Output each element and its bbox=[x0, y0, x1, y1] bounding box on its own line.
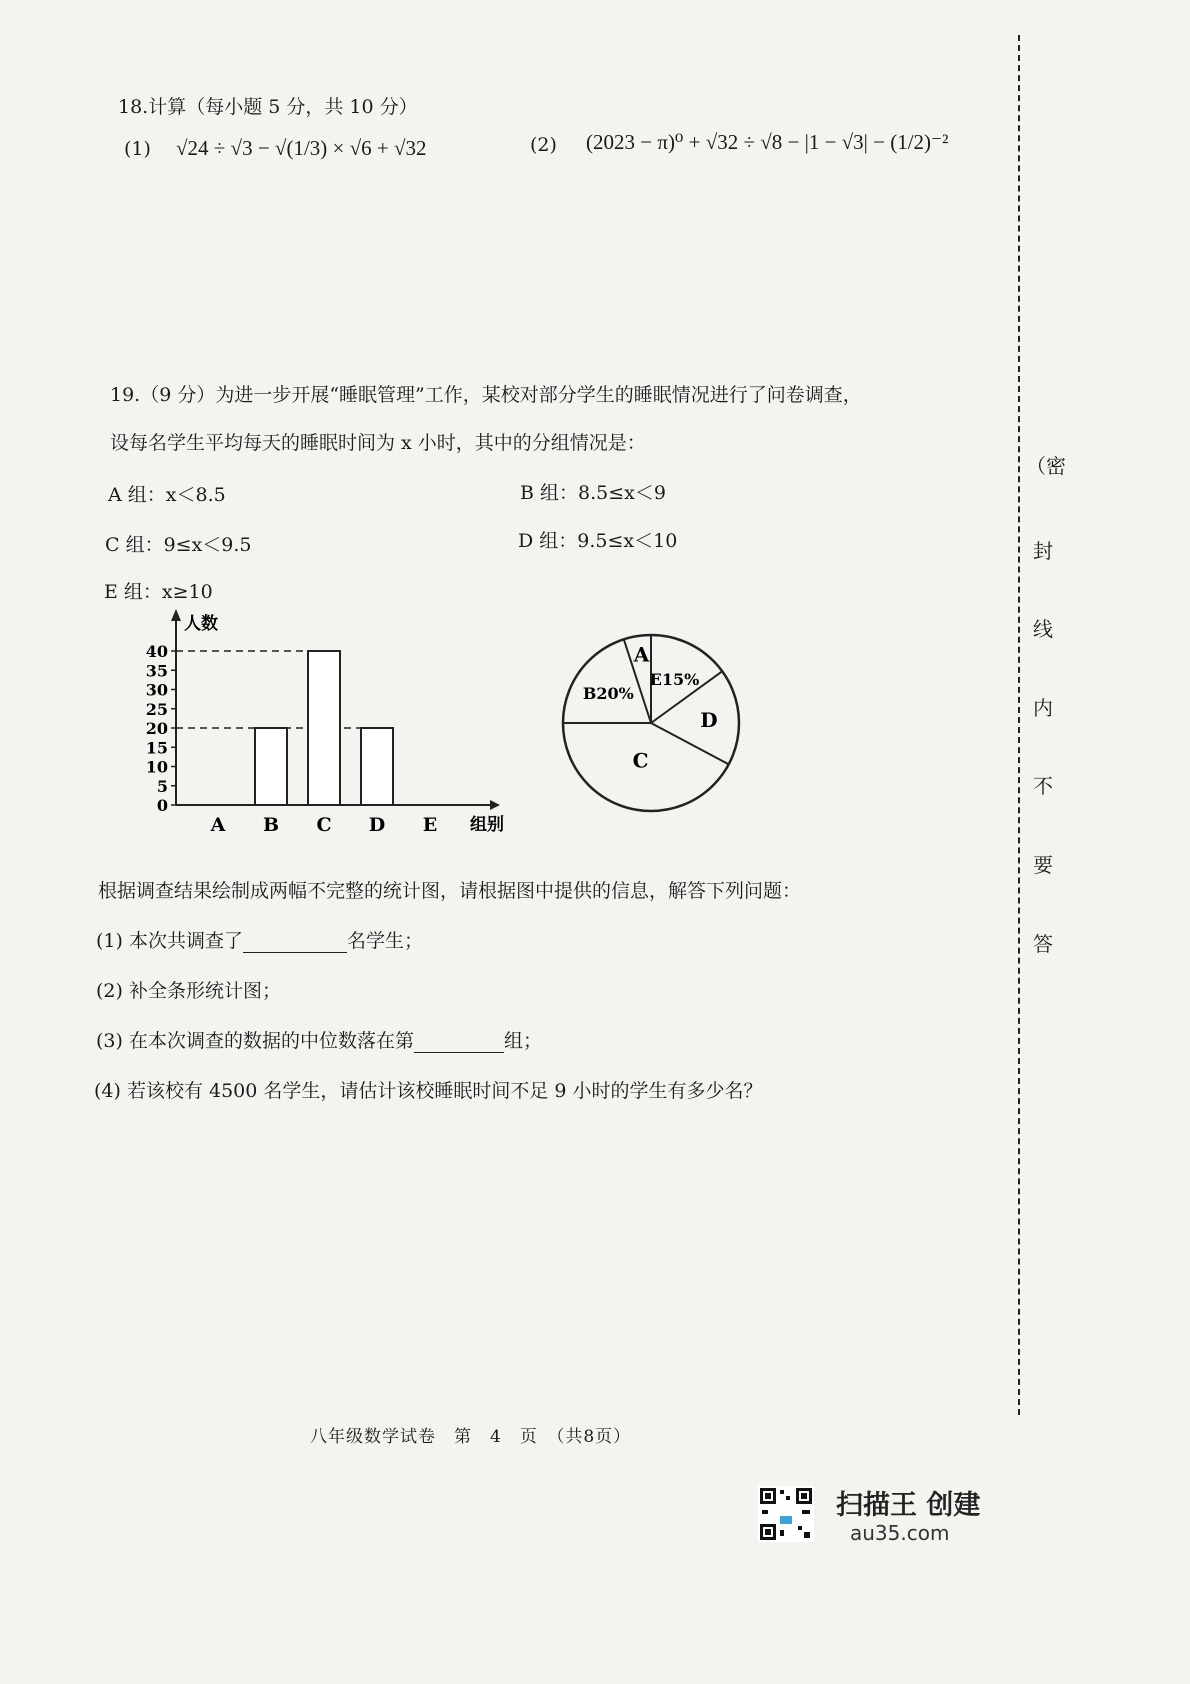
seal-char-6: 要 bbox=[1033, 853, 1053, 877]
q18-part1-expression: √24 ÷ √3 − √(1/3) × √6 + √32 bbox=[176, 136, 427, 160]
pie-label-c: C bbox=[632, 748, 649, 773]
bar-chart-ytick-label: 10 bbox=[145, 757, 168, 777]
pie-label-a: A bbox=[633, 642, 650, 667]
bar-chart-x-arrow bbox=[490, 800, 500, 810]
seal-char-7: 答 bbox=[1033, 932, 1053, 956]
bar-chart-ytick-label: 40 bbox=[145, 642, 168, 661]
seal-char-3: 线 bbox=[1033, 617, 1053, 641]
bar-b bbox=[255, 728, 287, 805]
bar-chart-ytick-label: 15 bbox=[145, 738, 168, 758]
q19-intro-line1: 19.（9 分）为进一步开展“睡眠管理”工作，某校对部分学生的睡眠情况进行了问卷调查， bbox=[110, 384, 862, 406]
group-c-label: C 组：9≤x＜9.5 bbox=[105, 534, 252, 556]
q19-sub1-blank[interactable] bbox=[243, 932, 347, 953]
q19-sub2: (2) 补全条形统计图； bbox=[96, 980, 281, 1002]
bar-chart-category-label: A bbox=[210, 814, 226, 836]
bar-chart bbox=[140, 605, 540, 845]
group-b-label: B 组：8.5≤x＜9 bbox=[520, 482, 666, 504]
bar-chart-ylabel: 人数 bbox=[184, 614, 218, 634]
q19-sub3-blank[interactable] bbox=[414, 1032, 504, 1053]
pie-label-b: B20% bbox=[582, 684, 634, 704]
qr-code-icon bbox=[758, 1486, 814, 1542]
pie-label-e: E15% bbox=[649, 669, 700, 689]
bar-chart-category-label: D bbox=[368, 814, 386, 836]
group-e-label: E 组：x≥10 bbox=[104, 581, 213, 603]
seal-char-2: 封 bbox=[1033, 539, 1053, 563]
seal-char-5: 不 bbox=[1033, 774, 1053, 798]
bar-chart-category-label: C bbox=[316, 814, 332, 836]
bar-c bbox=[308, 651, 340, 805]
q19-intro-line2: 设每名学生平均每天的睡眠时间为 x 小时，其中的分组情况是： bbox=[110, 432, 646, 454]
bar-chart-ytick-label: 20 bbox=[145, 719, 168, 738]
pie-label-d: D bbox=[700, 707, 718, 732]
q19-sub3-text-b: 组； bbox=[503, 1030, 542, 1052]
bar-chart-ytick-label: 35 bbox=[145, 661, 168, 681]
bar-chart-category-label: B bbox=[262, 814, 280, 836]
bar-chart-ytick-label: 30 bbox=[145, 680, 168, 700]
q19-sub3-text-a: (3) 在本次调查的数据的中位数落在第 bbox=[96, 1030, 414, 1052]
group-d-label: D 组：9.5≤x＜10 bbox=[518, 530, 678, 552]
q18-part1-label: (1) bbox=[124, 138, 151, 160]
group-a-label: A 组：x＜8.5 bbox=[108, 484, 226, 506]
bar-chart-category-label: E bbox=[422, 814, 438, 836]
bar-chart-y-arrow bbox=[171, 609, 181, 621]
q19-sub1-text-b: 名学生； bbox=[346, 930, 423, 952]
q19-after-chart: 根据调查结果绘制成两幅不完整的统计图，请根据图中提供的信息，解答下列问题： bbox=[98, 880, 802, 902]
watermark-site: au35.com bbox=[850, 1521, 950, 1545]
watermark-brand: 扫描王 创建 bbox=[836, 1490, 981, 1521]
q19-sub1-text-a: (1) 本次共调查了 bbox=[96, 930, 243, 952]
bar-chart-ytick-label: 25 bbox=[145, 699, 168, 719]
seal-char-1: （密 bbox=[1026, 454, 1066, 478]
bar-d bbox=[361, 728, 393, 805]
seal-char-4: 内 bbox=[1033, 696, 1053, 720]
q18-part2-expression: (2023 − π)⁰ + √32 ÷ √8 − |1 − √3| − (1/2)⁻² bbox=[586, 130, 949, 154]
bar-chart-ytick-label: 5 bbox=[156, 776, 168, 796]
page-footer: 八年级数学试卷 第 4 页 （共8页） bbox=[310, 1427, 632, 1447]
q18-part2-label: (2) bbox=[530, 134, 557, 156]
q19-sub3 bbox=[96, 1026, 542, 1053]
q18-title: 18.计算（每小题 5 分，共 10 分） bbox=[118, 96, 418, 118]
bar-chart-xlabel: 组别 bbox=[470, 815, 504, 835]
bar-chart-ytick-label: 0 bbox=[156, 796, 168, 815]
q19-sub4: (4) 若该校有 4500 名学生，请估计该校睡眠时间不足 9 小时的学生有多少名？ bbox=[94, 1080, 763, 1102]
seal-line bbox=[1018, 35, 1034, 1415]
q19-sub1 bbox=[96, 926, 423, 953]
pie-chart bbox=[556, 628, 746, 818]
